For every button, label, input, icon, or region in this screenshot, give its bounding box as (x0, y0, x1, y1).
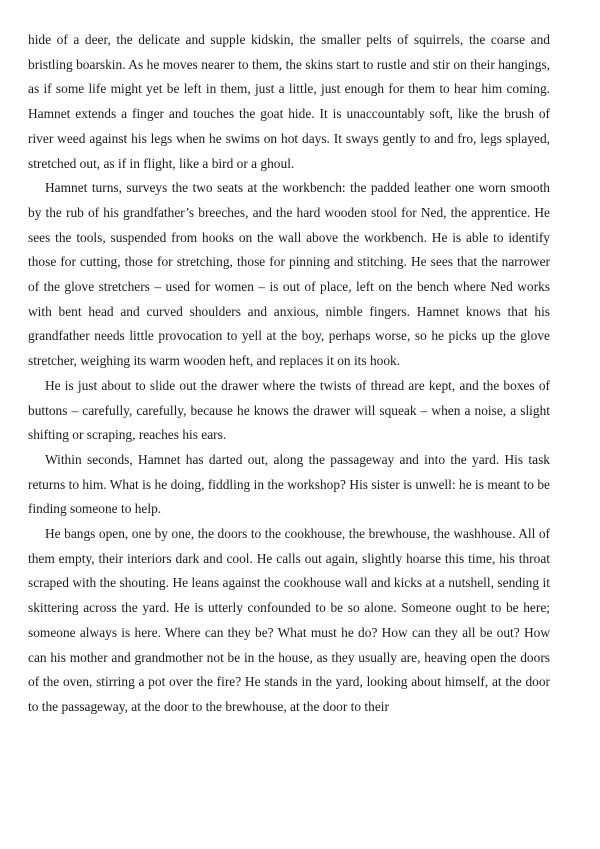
paragraph-yard: Within seconds, Hamnet has darted out, along the passageway and into the yard. His task returns to him. What is he doing, fiddling in the workshop? His sister is unwell: he is meant to be finding someone to help. (28, 451, 550, 517)
book-page (28, 28, 550, 720)
paragraph-continued: hide of a deer, the delicate and supple kidskin, the smaller pelts of squirrels, the coarse and bristling boarskin. As he moves nearer to them, the skins start to rustle and stir on their hangings, as if some life might yet be left in them, just a little, just enough for them to hear him coming. Hamnet extends a finger and touches the goat hide. It is unaccountably soft, like the brush of river weed against his legs when he swims on hot days. It sways gently to and fro, legs splayed, stretched out, as if in flight, like a bird or a ghoul. (28, 32, 550, 171)
paragraph-drawer: He is just about to slide out the drawer where the twists of thread are kept, and the boxes of buttons – carefully, carefully, because he knows the drawer will squeak – when a noise, a slight shifting or scraping, reaches his ears. (28, 377, 550, 443)
paragraph-workbench: Hamnet turns, surveys the two seats at the workbench: the padded leather one worn smooth by the rub of his grandfather’s breeches, and the hard wooden stool for Ned, the apprentice. He sees the tools, suspended from hooks on the wall above the workbench. He is able to identify those for cutting, those for stretching, those for pinning and stitching. He sees that the narrower of the glove stretchers – used for women – is out of place, left on the bench where Ned works with bent head and curved shoulders and anxious, nimble fingers. Hamnet knows that his grandfather needs little provocation to yell at the boy, perhaps worse, so he picks up the glove stretcher, weighing its warm wooden heft, and replaces it on its hook. (28, 180, 550, 369)
paragraph-doors: He bangs open, one by one, the doors to the cookhouse, the brewhouse, the washhouse. All of them empty, their interiors dark and cool. He calls out again, slightly hoarse this time, his throat scraped with the shouting. He leans against the cookhouse wall and kicks at a nutshell, sending it skittering across the yard. He is utterly confounded to be so alone. Someone ought to be here; someone always is here. Where can they be? What must he do? How can they all be out? How can his mother and grandmother not be in the house, as they usually are, heaving open the doors of the oven, stirring a pot over the fire? He stands in the yard, looking about himself, at the door to the passageway, at the door to the brewhouse, at the door to their (28, 526, 550, 714)
